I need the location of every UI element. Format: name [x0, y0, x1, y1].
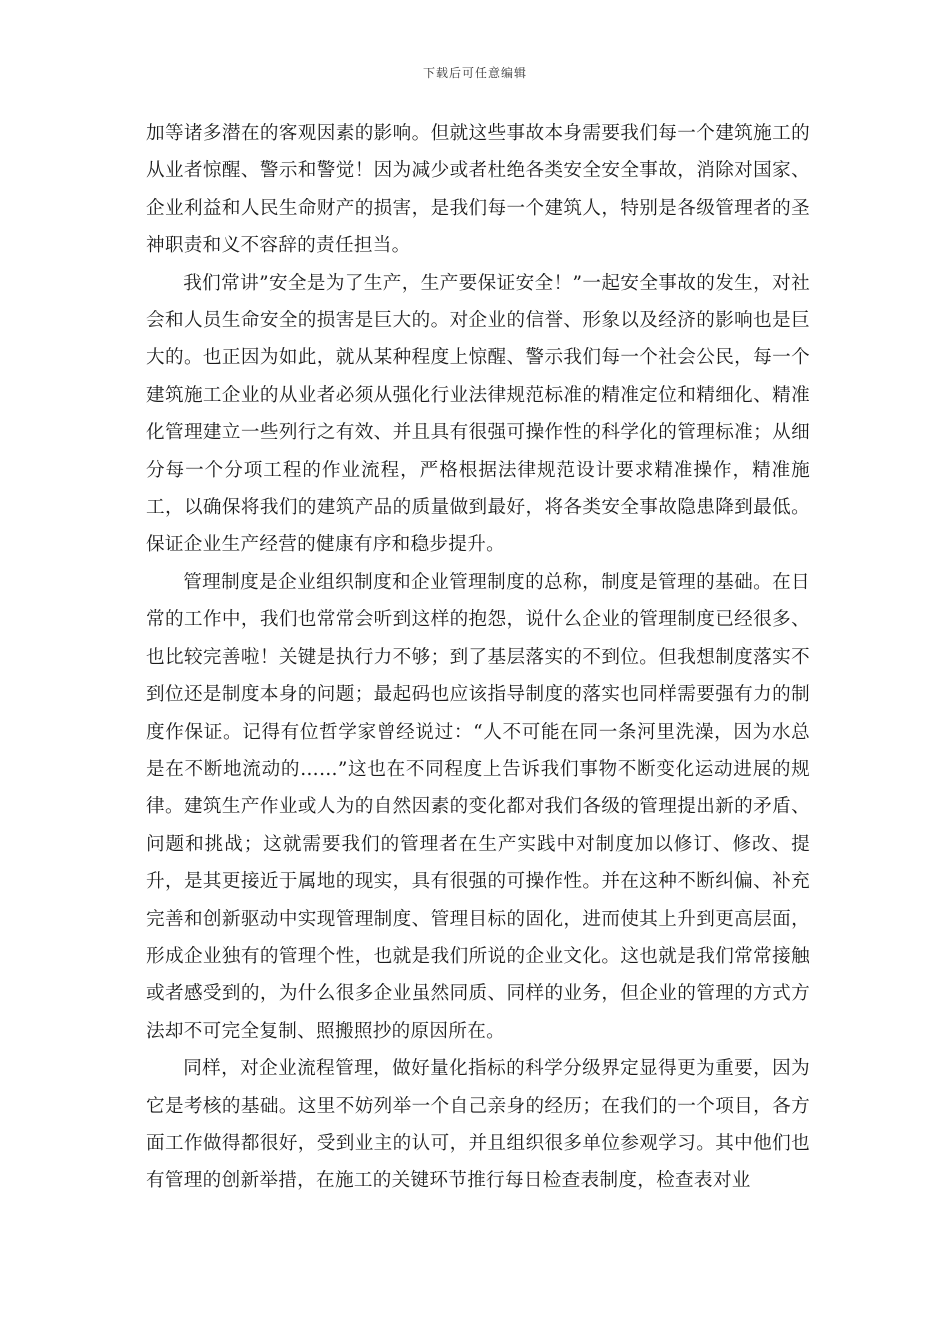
document-body	[146, 115, 810, 1200]
paragraph-management-system: 管理制度是企业组织制度和企业管理制度的总称，制度是管理的基础。在日常的工作中，我们也常常会听到这样的抱怨，说什么企业的管理制度已经很多、也比较完善啦！关键是执行力不够；到了基层落实的不到位。但我想制度落实不到位还是制度本身的问题；最起码也应该指导制度的落实也同样需要强有力的制度作保证。记得有位哲学家曾经说过：“人不可能在同一条河里洗澡，因为水总是在不断地流动的……”这也在不同程度上告诉我们事物不断变化运动进展的规律。建筑生产作业或人为的自然因素的变化都对我们各级的管理提出新的矛盾、问题和挑战；这就需要我们的管理者在生产实践中对制度加以修订、修改、提升，是其更接近于属地的现实，具有很强的可操作性。并在这种不断纠偏、补充完善和创新驱动中实现管理制度、管理目标的固化，进而使其上升到更高层面，形成企业独有的管理个性，也就是我们所说的企业文化。这也就是我们常常接触或者感受到的，为什么很多企业虽然同质、同样的业务，但企业的管理的方式方法却不可完全复制、照搬照抄的原因所在。	[146, 571, 810, 1042]
page-header-note: 下载后可任意编辑	[422, 66, 527, 80]
paragraph-process-management: 同样，对企业流程管理，做好量化指标的科学分级界定显得更为重要，因为它是考核的基础。这里不妨列举一个自己亲身的经历；在我们的一个项目，各方面工作做得都很好，受到业主的认可，并且组织很多单位参观学习。其中他们也有管理的创新举措，在施工的关键环节推行每日检查表制度，检查表对业	[146, 1058, 810, 1192]
paragraph-safety: 我们常讲”安全是为了生产，生产要保证安全！”一起安全事故的发生，对社会和人员生命安全的损害是巨大的。对企业的信誉、形象以及经济的影响也是巨大的。也正因为如此，就从某种程度上惊醒、警示我们每一个社会公民，每一个建筑施工企业的从业者必须从强化行业法律规范标准的精准定位和精细化、精准化管理建立一些列行之有效、并且具有很强可操作性的科学化的管理标准；从细分每一个分项工程的作业流程，严格根据法律规范设计要求精准操作，精准施工，以确保将我们的建筑产品的质量做到最好，将各类安全事故隐患降到最低。保证企业生产经营的健康有序和稳步提升。	[146, 272, 810, 556]
paragraph-continuation: 加等诸多潜在的客观因素的影响。但就这些事故本身需要我们每一个建筑施工的从业者惊醒、警示和警觉！因为减少或者杜绝各类安全安全事故，消除对国家、企业利益和人民生命财产的损害，是我们每一个建筑人，特别是各级管理者的圣神职责和义不容辞的责任担当。	[146, 123, 810, 257]
